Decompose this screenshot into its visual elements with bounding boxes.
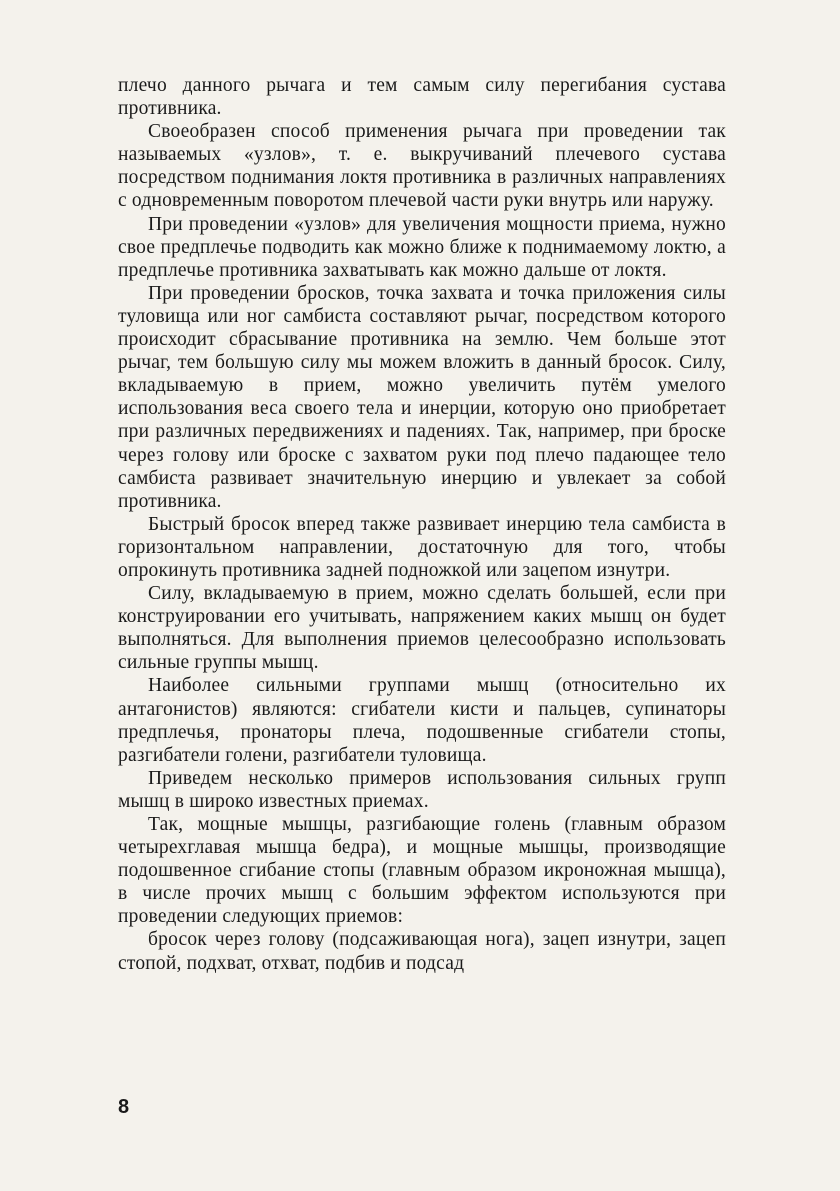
page-number: 8 — [118, 1096, 130, 1118]
paragraph-8: Приведем несколько примеров использования сильных групп мышц в широко известных приемах. — [118, 767, 726, 812]
paragraph-10: бросок через голову (подсаживающая нога), зацеп изнутри, зацеп стопой, подхват, отхват, подбив и подсад — [118, 929, 726, 974]
paragraph-4: При проведении бросков, точка захвата и точка приложения силы туловища или ног самбиста составляют рычаг, посредством которого происходит сбрасывание противника на землю. Чем больше этот рычаг, тем большую силу мы можем вложить в данный бросок. Силу, вкладываемую в прием, можно увеличить путём умелого использования веса своего тела и инерции, которую оно приобретает при различных передвижениях и падениях. Так, например, при броске через голову или броске с захватом руки под плечо падающее тело самбиста развивает значительную инерцию и увлекает за собой противника. — [118, 282, 726, 512]
body-text — [118, 74, 726, 975]
paragraph-3: При проведении «узлов» для увеличения мощности приема, нужно свое предплечье подводить как можно ближе к поднимаемому локтю, а предплечье противника захватывать как можно дальше от локтя. — [118, 213, 726, 281]
paragraph-1: плечо данного рычага и тем самым силу перегибания сустава противника. — [118, 75, 726, 120]
paragraph-5: Быстрый бросок вперед также развивает инерцию тела самбиста в горизонтальном направлении, достаточную для того, чтобы опрокинуть противника задней подножкой или зацепом изнутри. — [118, 513, 726, 581]
paragraph-7: Наиболее сильными группами мышц (относительно их антагонистов) являются: сгибатели кисти и пальцев, супинаторы предплечья, пронаторы плеча, подошвенные сгибатели стопы, разгибатели голени, разгибатели туловища. — [118, 675, 726, 766]
paragraph-6: Силу, вкладываемую в прием, можно сделать большей, если при конструировании его учитывать, напряжением каких мышц он будет выполняться. Для выполнения приемов целесообразно использовать сильные группы мышц. — [118, 583, 726, 674]
paragraph-9: Так, мощные мышцы, разгибающие голень (главным образом четырехглавая мышца бедра), и мощные мышцы, производящие подошвенное сгибание стопы (главным образом икроножная мышца), в числе прочих мышц с большим эффектом используются при проведении следующих приемов: — [118, 814, 726, 928]
paragraph-2: Своеобразен способ применения рычага при проведении так называемых «узлов», т. е. выкручиваний плечевого сустава посредством поднимания локтя противника в различных направлениях с одновременным поворотом плечевой части руки внутрь или наружу. — [118, 121, 726, 212]
